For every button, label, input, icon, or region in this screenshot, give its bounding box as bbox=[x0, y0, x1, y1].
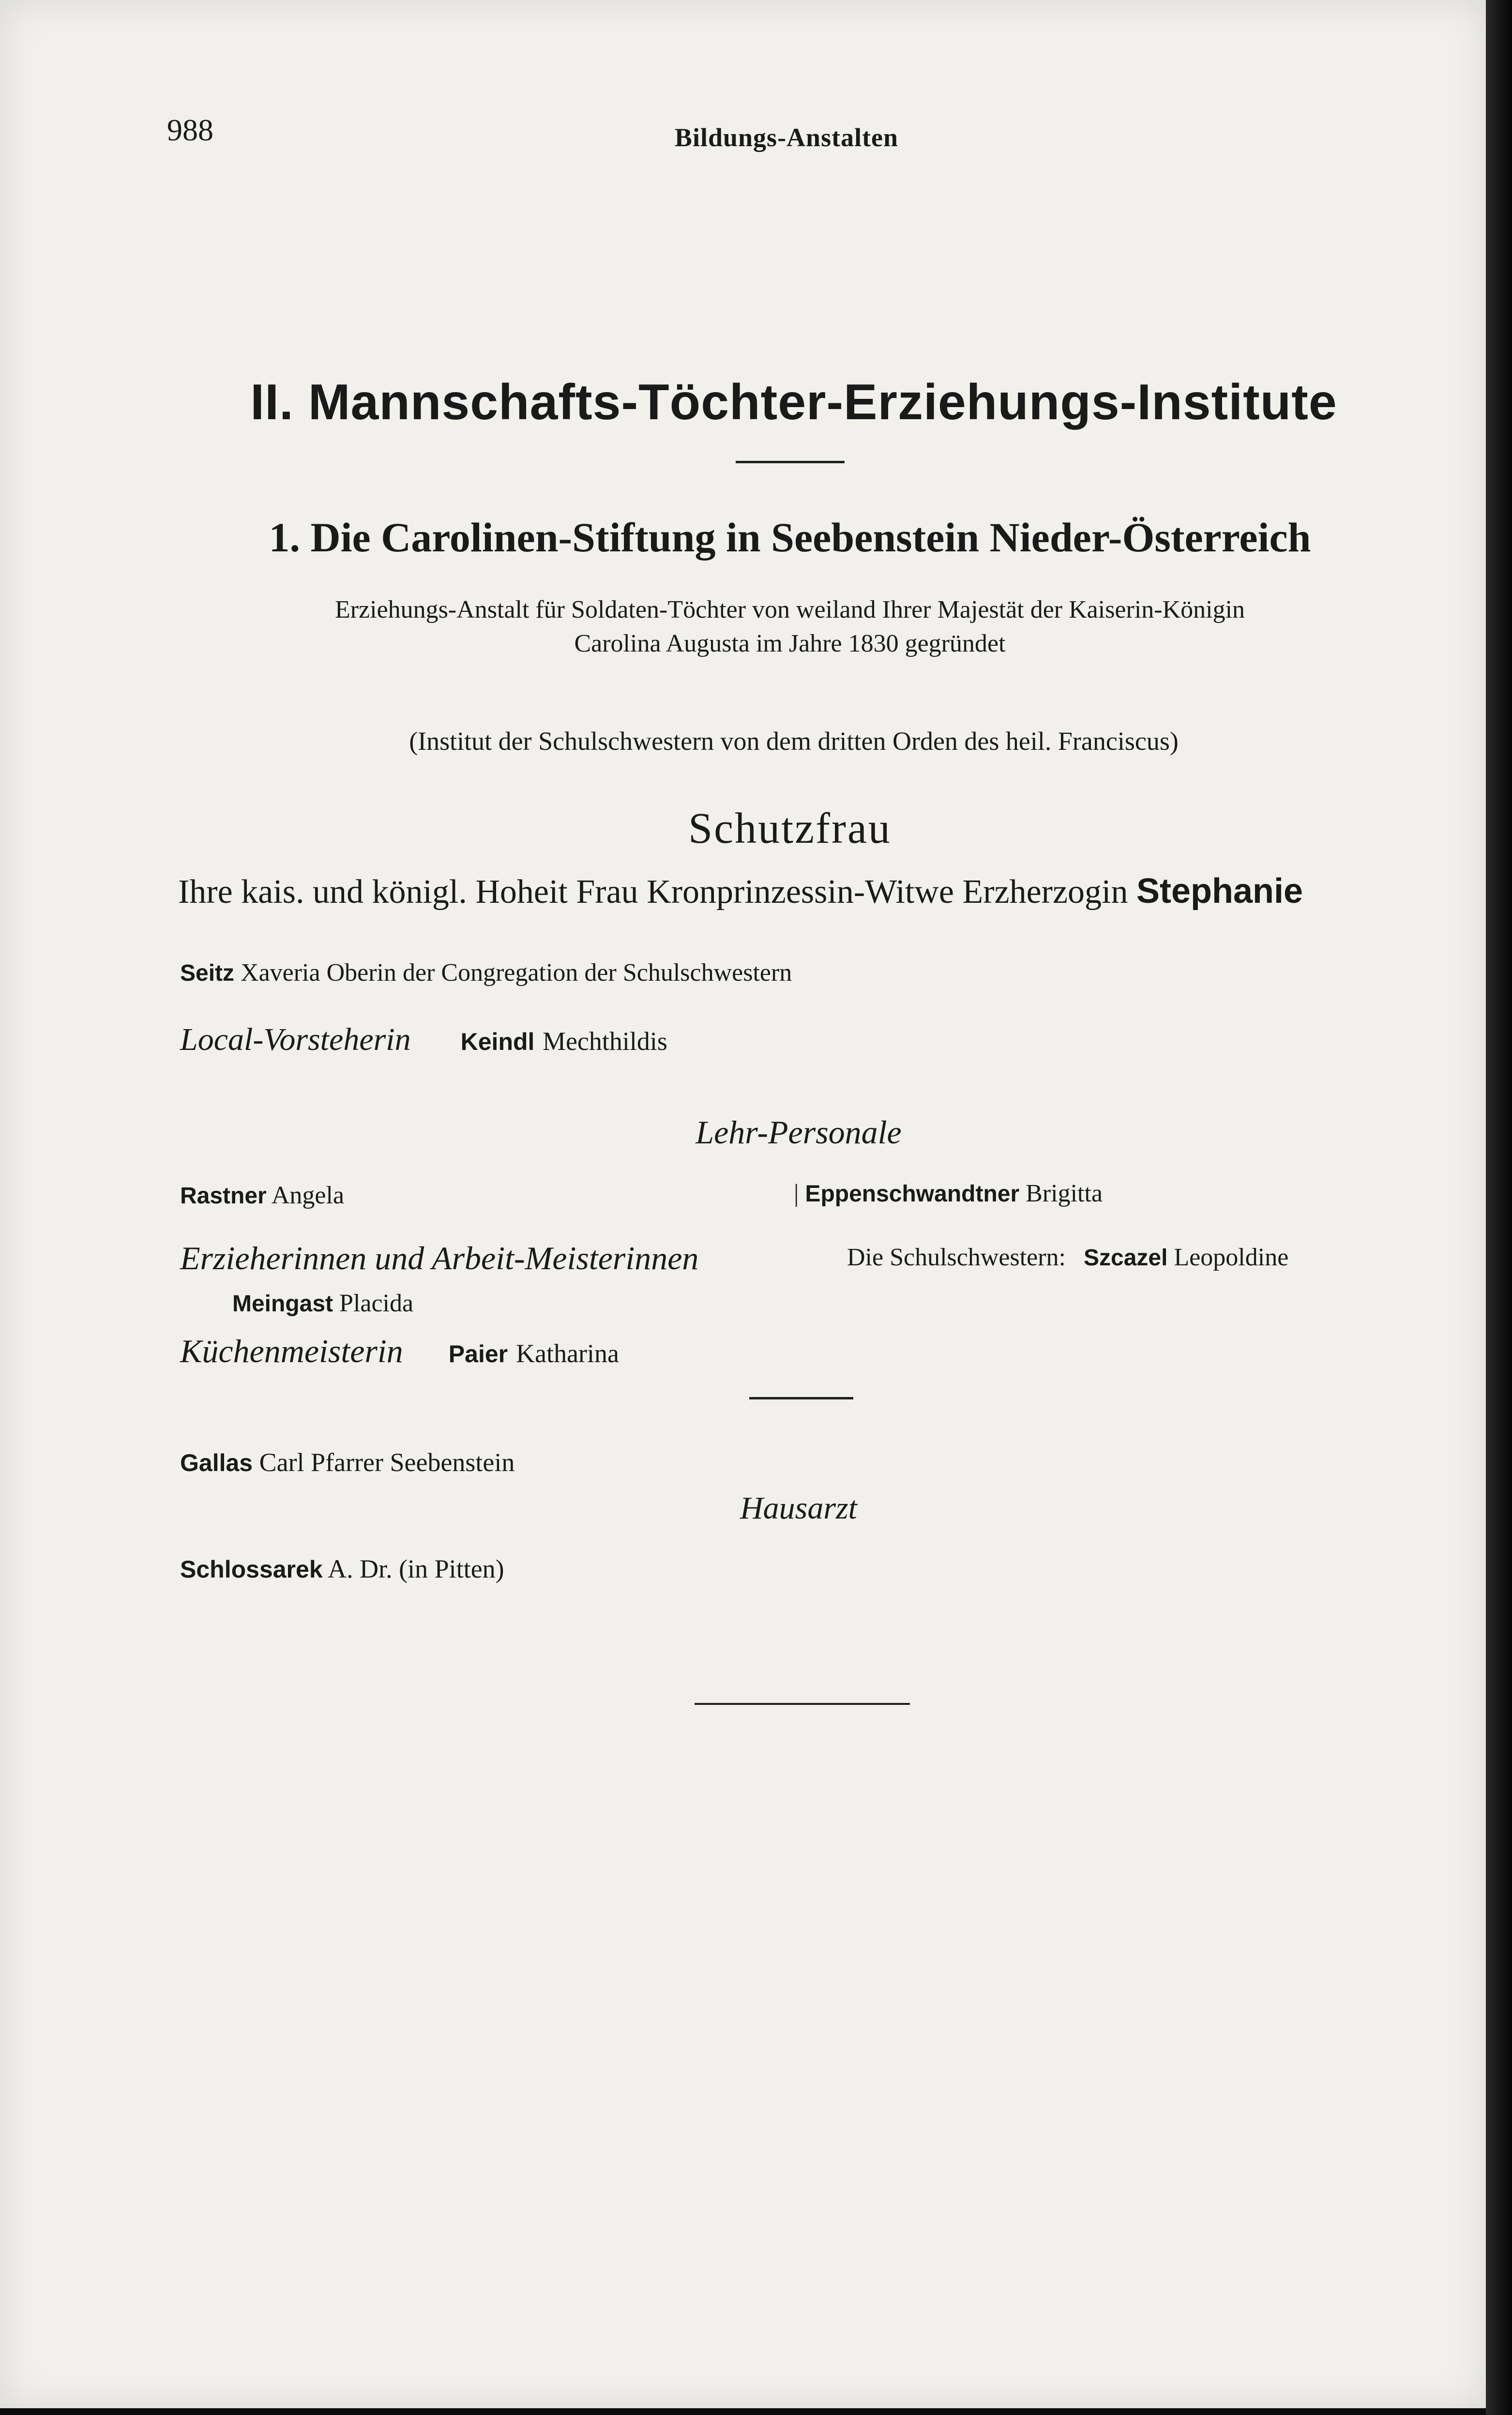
kitchen-name: Paier bbox=[448, 1340, 508, 1367]
superior-text: Xaveria Oberin der Congregation der Schulschwestern bbox=[241, 959, 792, 987]
institution-description-line1: Erziehungs-Anstalt für Soldaten-Töchter von weiland Ihrer Majestät der Kaiserin-Königin bbox=[334, 596, 1245, 623]
superior-line bbox=[180, 958, 792, 987]
teaching-staff-right bbox=[794, 1179, 1103, 1208]
educators-line bbox=[847, 1243, 1288, 1272]
physician-line bbox=[180, 1554, 504, 1584]
kitchen-line bbox=[180, 1332, 619, 1370]
teacher-name: Eppenschwandtner bbox=[805, 1181, 1020, 1207]
local-head-line bbox=[180, 1021, 667, 1058]
closing-divider bbox=[695, 1703, 910, 1705]
physician-name: Schlossarek bbox=[180, 1556, 323, 1583]
physician-text: A. Dr. (in Pitten) bbox=[328, 1554, 504, 1583]
kitchen-first: Katharina bbox=[516, 1339, 620, 1368]
kitchen-label: Küchenmeisterin bbox=[180, 1333, 403, 1369]
physician-heading: Hausarzt bbox=[740, 1490, 858, 1526]
educator-name: Szcazel bbox=[1084, 1245, 1168, 1271]
running-title: Bildungs-Anstalten bbox=[674, 123, 899, 152]
patroness-name: Stephanie bbox=[1136, 872, 1303, 911]
educators-label: Erzieherinnen und Arbeit-Meisterinnen bbox=[180, 1240, 699, 1276]
superior-name: Seitz bbox=[180, 960, 235, 986]
scan-border bbox=[1486, 0, 1512, 2415]
educators-line-2 bbox=[232, 1289, 413, 1318]
local-head-first: Mechthildis bbox=[542, 1027, 667, 1056]
staff-divider bbox=[749, 1397, 853, 1399]
teacher-first: Brigitta bbox=[1026, 1180, 1103, 1207]
page-number: 988 bbox=[167, 113, 213, 147]
educator-first: Placida bbox=[339, 1290, 414, 1317]
teacher-first: Angela bbox=[271, 1182, 345, 1209]
patroness-heading: Schutzfrau bbox=[688, 805, 892, 852]
clergy-text: Carl Pfarrer Seebenstein bbox=[259, 1448, 515, 1477]
educator-name: Meingast bbox=[232, 1291, 333, 1317]
teaching-staff-heading: Lehr-Personale bbox=[696, 1114, 902, 1151]
educators-text: Die Schulschwestern: bbox=[847, 1244, 1066, 1271]
educator-first: Leopoldine bbox=[1174, 1244, 1289, 1271]
clergy-name: Gallas bbox=[180, 1449, 253, 1476]
institution-heading: 1. Die Carolinen-Stiftung in Seebenstein Nieder-Österreich bbox=[269, 514, 1311, 561]
order-note: (Institut der Schulschwestern von dem dritten Orden des heil. Franciscus) bbox=[409, 727, 1179, 756]
title-divider bbox=[736, 461, 845, 463]
patroness-line bbox=[178, 871, 1303, 911]
clergy-line bbox=[180, 1447, 514, 1477]
institution-description-line2: Carolina Augusta im Jahre 1830 gegründet bbox=[574, 630, 1006, 657]
patroness-text: Ihre kais. und königl. Hoheit Frau Kronprinzessin-Witwe Erzherzogin bbox=[178, 873, 1128, 911]
column-separator: | bbox=[794, 1180, 799, 1207]
teaching-staff-left bbox=[180, 1181, 344, 1210]
teacher-name: Rastner bbox=[180, 1183, 267, 1209]
local-head-name: Keindl bbox=[460, 1028, 535, 1055]
section-title: II. Mannschafts-Töchter-Erziehungs-Institute bbox=[250, 374, 1337, 430]
local-head-label: Local-Vorsteherin bbox=[180, 1022, 411, 1057]
